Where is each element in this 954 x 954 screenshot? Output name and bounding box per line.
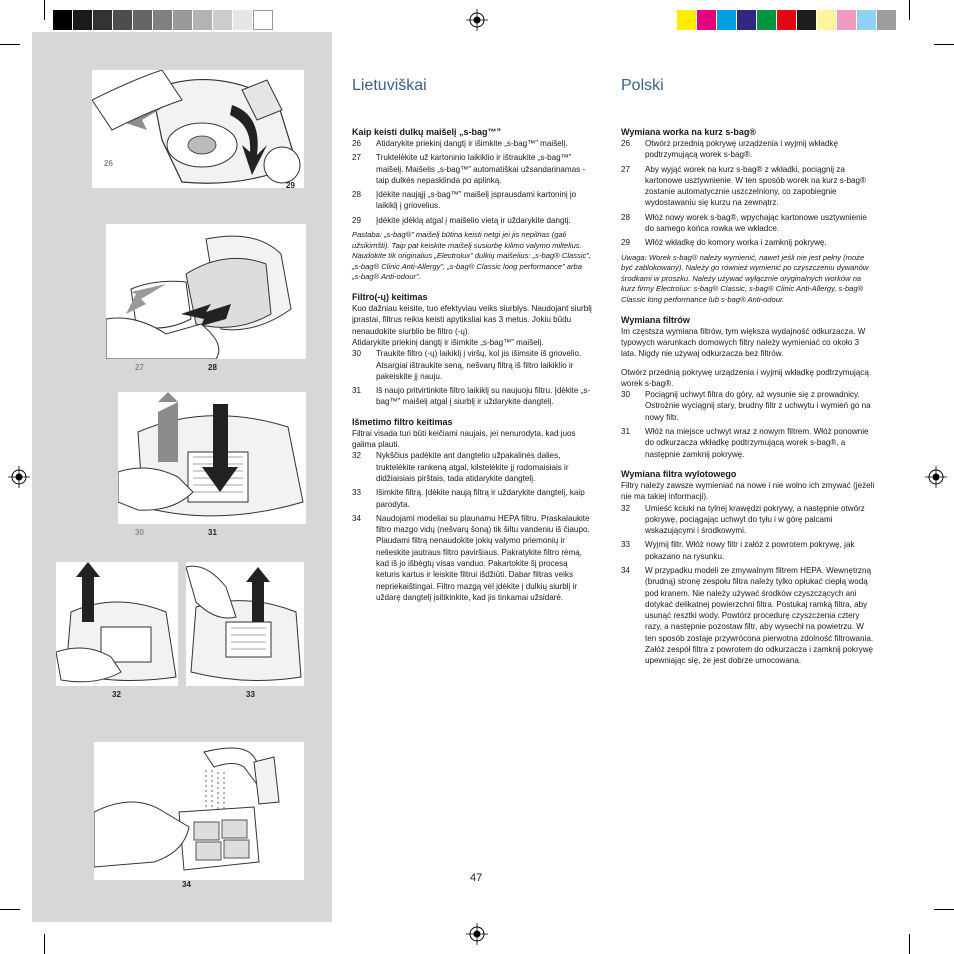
lt-filter-open-instruction: Atidarykite priekinį dangtį ir išimkite „s-bag™” maišelį.	[352, 337, 544, 347]
numbered-step	[621, 237, 876, 248]
numbered-step	[352, 189, 592, 212]
pl-filter-steps	[621, 389, 876, 460]
figure-label-31: 31	[208, 528, 217, 537]
step-text: Pociągnij uchwyt filtra do góry, aż wysunie się z prowadnicy. Ostrożnie wyciągnij stary, brudny filtr z uchwytu i wymień go na nowy filtr.	[645, 390, 871, 422]
step-text: Włóż nowy worek s-bag®, wpychając kartonowe usztywnienie do samego końca rowka we wkładce.	[645, 212, 867, 234]
color-swatch	[877, 10, 897, 30]
step-text: Išimkite filtrą. Įdėkite naują filtrą ir uždarykite dangtelį, kaip parodyta.	[376, 488, 585, 509]
color-swatch	[133, 10, 153, 30]
color-swatch	[857, 10, 877, 30]
step-number: 31	[621, 427, 631, 437]
step-text: Įdėkite naująjį „s-bag™” maišelį įsprausdami kartoninį jo laikiklį į griovelius.	[376, 190, 577, 211]
step-number: 27	[352, 153, 362, 163]
color-swatch	[777, 10, 797, 30]
figure-label-27: 27	[135, 363, 144, 372]
figure-label-29: 29	[286, 181, 295, 190]
color-swatch	[233, 10, 253, 30]
step-text: Aby wyjąć worek na kurz s-bag® z wkładki, pociągnij za kartonowe usztywnienie. W ten sposób worek na kurz s-bag® zostanie automatycznie uszczelniony, co zapobiegnie wydostawaniu się kurzu na zewnątrz.	[645, 164, 867, 208]
pl-filter-open-instruction: Otwórz przednią pokrywę urządzenia i wyjmij wkładkę podtrzymującą worek s-bag®.	[621, 367, 869, 388]
illustration-panel	[32, 32, 332, 922]
color-swatch	[717, 10, 737, 30]
page-number: 47	[470, 872, 483, 884]
lt-filter-intro: Kuo dažniau keisite, tuo efektyviau veiks siurblys. Naudojant siurblį įprastai, filtrus reikia keisti apytiksliai kas 3 metus. Jokiu būdu nenaudokite siurblio be filtro (-ų).	[352, 304, 592, 336]
color-swatch	[173, 10, 193, 30]
figure-26-29	[92, 70, 304, 188]
filter-holder-illustration-icon	[118, 392, 306, 524]
registration-mark-left-icon	[8, 466, 30, 488]
step-text: Iš naujo pritvirtinkite filtro laikiklį su naujuoju filtru. Įdėkite „s-bag™” maišelį atgal į siurblį ir uždarykite dangtelį.	[376, 386, 591, 407]
figure-27-28	[106, 224, 306, 359]
crop-mark	[0, 44, 20, 45]
color-swatch	[113, 10, 133, 30]
figure-33	[186, 562, 304, 686]
step-number: 26	[621, 139, 631, 148]
registration-mark-bottom-icon	[466, 923, 488, 945]
figure-32	[56, 562, 178, 686]
crop-mark	[934, 909, 954, 910]
lt-section-dust-bag-heading: Kaip keisti dulkų maišelį „s-bag™”	[352, 127, 502, 137]
crop-mark	[909, 934, 910, 954]
figure-label-26: 26	[104, 159, 113, 168]
lt-exhaust-filter-steps	[352, 450, 592, 603]
step-text: Naudojami modeliai su plaunamu HEPA filtru. Praskalaukite filtro mazgo vidų (nešvarų šoną) tik šiltu vandeniu iš čiaupo. Plaudami filtrą nenaudokite jokių valymo priemonių ir nelieskite jautraus filtro paviršiaus. Pakratykite filtro rėmą, kad iš jo išbėgtų visas vanduo. Pakartokite šį procesą keturis kartus ir leiskite filtrui išdžiūti. Dabar filtras veiks nepriekaištingai. Filtro mazgą vėl įdėkite į dulkių siurblį ir uždarę dangtelį įsitikinkite, kad jis tinkamai užsidarė.	[376, 513, 590, 602]
lithuanian-column	[352, 77, 592, 603]
step-number: 28	[621, 212, 631, 222]
pl-exhaust-filter-steps	[621, 503, 876, 667]
step-number: 30	[352, 349, 362, 359]
numbered-step	[621, 565, 876, 667]
step-number: 29	[352, 215, 362, 225]
step-text: Truktelėkite už kartoninio laikiklio ir ištraukite „s-bag™” maišelį. Maišelis „s-bag™” automatiškai užsandarinamas - taip dulkės nepasklinda po aplinką.	[376, 153, 586, 185]
figure-label-33: 33	[246, 690, 255, 699]
step-text: Atidarykite priekinį dangtį ir išimkite „s-bag™” maišelį.	[376, 139, 568, 148]
step-text: Włóż na miejsce uchwyt wraz z nowym filtrem. Włóż ponownie do odkurzacza wkładkę podtrzymującą worek s-bag®, a następnie zamknij pokrywę.	[645, 427, 869, 459]
step-number: 33	[621, 540, 631, 550]
polish-title: Polski	[621, 77, 664, 94]
crop-mark	[0, 909, 20, 910]
color-swatch	[73, 10, 93, 30]
filter-rinse-under-tap-illustration-icon	[94, 742, 304, 880]
numbered-step	[352, 385, 592, 408]
color-swatch	[837, 10, 857, 30]
lt-section-filter-heading: Filtro(-ų) keitimas	[352, 292, 428, 303]
color-swatch	[213, 10, 233, 30]
figure-label-28: 28	[208, 363, 217, 372]
numbered-step	[621, 426, 876, 460]
pl-dust-bag-steps	[621, 138, 876, 249]
step-text: W przypadku modeli ze zmywalnym filtrem HEPA. Wewnętrzną (brudną) stronę zespołu filtra należy tylko opłukać ciepłą wodą pod kranem. Nie należy używać środków czyszczących ani dotykać delikatnej powierzchni filtra. Postukaj ramką filtra, aby usunąć resztki wody. Powtórz procedurę czyszczenia cztery razy, a następnie pozostaw filtr, aby wysechł na powietrzu. W ten sposób zostaje przywrócona pierwotna zdolność filtrowania. Załóż zespół filtra z powrotem do odkurzacza i zamknij pokrywę upewniając się, że jest dobrze umocowana.	[645, 565, 874, 666]
color-swatch	[817, 10, 837, 30]
numbered-step	[352, 215, 592, 226]
lt-dust-bag-steps	[352, 138, 592, 226]
step-text: Otwórz przednią pokrywę urządzenia i wyjmij wkładkę podtrzymującą worek s-bag®.	[645, 139, 838, 160]
numbered-step	[621, 503, 876, 537]
step-number: 26	[352, 139, 362, 148]
pl-section-dust-bag-heading: Wymiana worka na kurz s-bag®	[621, 127, 757, 137]
step-number: 32	[621, 503, 631, 513]
color-swatch	[677, 10, 697, 30]
numbered-step	[621, 212, 876, 235]
color-swatch	[697, 10, 717, 30]
pl-exhaust-filter-intro: Filtry należy zawsze wymieniać na nowe i nie wolno ich zmywać (jeżeli nie ma takiej informacji).	[621, 480, 875, 502]
exhaust-filter-removal-illustration-icon	[186, 562, 304, 686]
crop-mark	[909, 0, 910, 20]
numbered-step	[621, 138, 876, 161]
step-number: 29	[621, 238, 631, 248]
pl-dust-bag-note: Uwaga: Worek s-bag® należy wymienić, nawet jeśli nie jest pełny (może być zablokowany). Należy go również wymienić po czyszczeniu dywanów środkami w proszku. Należy używać wyłącznie oryginalnych worków na kurz firmy Electrolux: s-bag® Classic, s-bag® Clinic Anti-Allergy, s-bag® Classic long performance lub s-bag® Anti-odour.	[621, 252, 869, 305]
crop-mark	[44, 0, 45, 20]
numbered-step	[621, 164, 876, 209]
numbered-step	[352, 450, 592, 484]
color-swatch	[53, 10, 73, 30]
step-text: Wyjmij filtr. Włóż nowy filtr i załóż z powrotem pokrywę, jak pokazano na rysunku.	[645, 540, 855, 561]
step-text: Nykščius padėkite ant dangtelio užpakalinės dalies, truktelėkite rankeną atgal, kilstelėkite jį rodomaisiais ir didžiaisiais pirštais, tada atidarykite dangtelį.	[376, 451, 569, 483]
crop-mark	[934, 44, 954, 45]
polish-column	[621, 77, 876, 667]
lt-exhaust-filter-intro: Filtrai visada turi būti keičiami naujais, jei nenurodyta, kad juos galima plauti.	[352, 428, 576, 450]
lt-dust-bag-note: Pastaba: „s-bag®” maišelį būtina keisti netgi jei jis nepilnas (gali užsikimšti). Taip pat keiskite maišelį susiurbę kilimo valymo miltelius. Naudokite tik originalius „Electrolux” dulkių maišelius: „s-bag® Classic”, „s-bag® Clinic Anti-Allergy”, „s-bag® Classic long performance” arba „s-bag® Anti-odour”.	[352, 230, 591, 282]
pl-section-exhaust-filter-heading: Wymiana filtra wylotowego	[621, 468, 737, 479]
step-number: 34	[352, 513, 362, 523]
figure-label-30: 30	[135, 528, 144, 537]
vacuum-open-lid-illustration-icon	[92, 70, 304, 188]
step-text: Įdėkite įdėklą atgal į maišelio vietą ir uždarykite dangtį.	[376, 215, 571, 225]
figure-30-31	[118, 392, 306, 524]
step-number: 33	[352, 488, 362, 498]
numbered-step	[621, 539, 876, 562]
figure-34	[94, 742, 304, 880]
color-swatch	[153, 10, 173, 30]
dust-bag-removal-illustration-icon	[106, 224, 306, 359]
numbered-step	[352, 513, 592, 603]
color-swatch	[193, 10, 213, 30]
numbered-step	[352, 152, 592, 186]
registration-mark-right-icon	[925, 466, 947, 488]
process-color-bar	[677, 10, 897, 30]
step-text: Traukite filtro (-ų) laikiklį į viršų, kol jis išimsite iš griovelio. Atsargiai ištraukite seną, nešvarų filtrą iš filtro laikiklio ir pakeiskite jį nauju.	[376, 349, 582, 381]
figure-label-34: 34	[182, 880, 191, 889]
color-swatch	[253, 10, 273, 30]
step-number: 27	[621, 164, 631, 174]
crop-mark	[44, 934, 45, 954]
step-text: Umieść kciuki na tylnej krawędzi pokrywy, a następnie otwórz pokrywę, pociągając uchwyt do tyłu i w górę palcami wskazującymi i środkowymi.	[645, 503, 865, 536]
step-number: 34	[621, 565, 631, 575]
lt-section-exhaust-filter-heading: Išmetimo filtro keitimas	[352, 416, 453, 427]
color-swatch	[737, 10, 757, 30]
lt-filter-steps	[352, 348, 592, 407]
grayscale-color-bar	[53, 10, 273, 30]
color-swatch	[93, 10, 113, 30]
exhaust-cover-open-illustration-icon	[56, 562, 178, 686]
pl-filter-intro: Im częstsza wymiana filtrów, tym większa wydajność odkurzacza. W typowych warunkach domowych filtry należy wymieniać co około 3 lata. Nigdy nie używaj odkurzacza bez filtrów.	[621, 326, 866, 359]
figure-label-32: 32	[112, 690, 121, 699]
color-swatch	[757, 10, 777, 30]
numbered-step	[621, 389, 876, 423]
step-number: 31	[352, 386, 362, 396]
step-text: Włóż wkładkę do komory worka i zamknij pokrywę.	[645, 238, 827, 248]
pl-section-filter-heading: Wymiana filtrów	[621, 314, 690, 325]
registration-mark-top-icon	[466, 9, 488, 31]
numbered-step	[352, 138, 592, 149]
color-swatch	[797, 10, 817, 30]
numbered-step	[352, 487, 592, 510]
step-number: 28	[352, 190, 362, 200]
numbered-step	[352, 348, 592, 382]
lithuanian-title: Lietuviškai	[352, 77, 427, 94]
step-number: 32	[352, 451, 362, 461]
step-number: 30	[621, 390, 631, 400]
